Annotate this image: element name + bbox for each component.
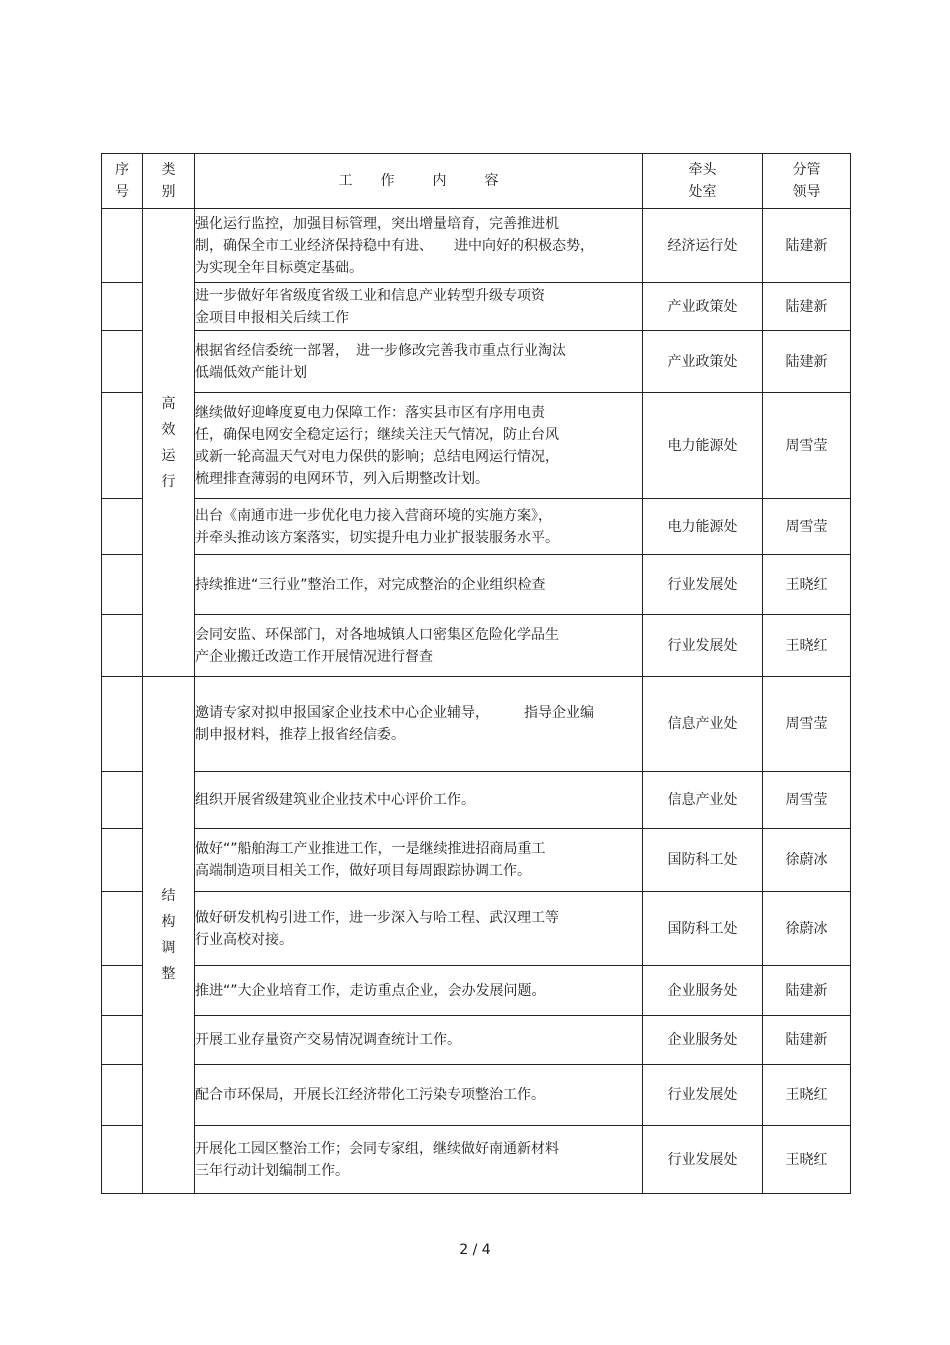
table-row — [102, 1016, 851, 1065]
leader-cell: 陆建新 — [763, 331, 851, 393]
leader-cell: 周雪莹 — [763, 677, 851, 772]
category-char: 运 — [161, 447, 176, 464]
work-content-line: 开展化工园区整治工作；会同专家组，继续做好南通新材料 — [195, 1140, 559, 1157]
lead-dept-cell: 信息产业处 — [643, 677, 763, 772]
work-content-line: 做好研发机构引进工作，进一步深入与哈工程、武汉理工等 — [195, 909, 559, 926]
table-row — [102, 1065, 851, 1126]
work-content-line: 推进“”大企业培育工作，走访重点企业，会办发展问题。 — [195, 982, 546, 999]
header-category-char: 类 — [161, 162, 176, 178]
seq-cell — [102, 393, 143, 499]
header-leader-line: 领导 — [792, 184, 821, 200]
seq-cell — [102, 209, 143, 283]
work-content-cell — [195, 499, 643, 555]
lead-dept-cell: 电力能源处 — [643, 393, 763, 499]
seq-cell — [102, 966, 143, 1016]
header-category — [143, 154, 195, 209]
category-char: 调 — [161, 940, 176, 956]
table-row — [102, 499, 851, 555]
work-content-cell — [195, 829, 643, 892]
leader-cell: 周雪莹 — [763, 393, 851, 499]
category-char: 结 — [161, 888, 176, 904]
lead-dept-cell: 产业政策处 — [643, 283, 763, 331]
header-content — [195, 154, 643, 209]
leader-cell: 陆建新 — [763, 209, 851, 283]
work-content-cell — [195, 1016, 643, 1065]
work-content-line: 或新一轮高温天气对电力保供的影响；总结电网运行情况， — [195, 448, 559, 465]
leader-cell: 陆建新 — [763, 283, 851, 331]
work-content-cell — [195, 283, 643, 331]
work-content-line: 组织开展省级建筑业企业技术中心评价工作。 — [195, 792, 475, 808]
table-header-row — [102, 154, 851, 209]
table-row — [102, 892, 851, 966]
table-row — [102, 555, 851, 615]
seq-cell — [102, 677, 143, 772]
leader-cell: 王晓红 — [763, 1126, 851, 1194]
lead-dept-cell: 信息产业处 — [643, 772, 763, 829]
header-lead-dept-line: 牵头 — [688, 162, 717, 178]
work-content-line: 会同安监、环保部门，对各地城镇人口密集区危险化学品生 — [195, 626, 559, 643]
header-content-char: 容 — [484, 173, 499, 189]
page-number: 2 / 4 — [459, 1242, 491, 1258]
work-content-cell — [195, 209, 643, 283]
header-seq — [102, 154, 143, 209]
work-content-line: 邀请专家对拟申报国家企业技术中心企业辅导， 指导企业编 — [195, 705, 594, 721]
table-row — [102, 393, 851, 499]
leader-cell: 徐蔚冰 — [763, 829, 851, 892]
work-content-line: 任，确保电网安全稳定运行；继续关注天气情况，防止台风 — [195, 426, 559, 443]
work-content-cell — [195, 1065, 643, 1126]
work-content-line: 继续做好迎峰度夏电力保障工作：落实县市区有序用电责 — [195, 404, 545, 421]
lead-dept-cell: 行业发展处 — [643, 1126, 763, 1194]
work-content-line: 强化运行监控，加强目标管理，突出增量培育，完善推进机 — [195, 215, 559, 232]
header-seq-char: 号 — [115, 184, 129, 200]
work-content-cell — [195, 393, 643, 499]
work-content-line: 梳理排查薄弱的电网环节，列入后期整改计划。 — [195, 470, 489, 487]
header-category-char: 别 — [161, 184, 176, 200]
leader-cell: 徐蔚冰 — [763, 892, 851, 966]
seq-cell — [102, 615, 143, 677]
work-content-line: 行业高校对接。 — [195, 931, 293, 948]
header-content-char: 工 — [338, 173, 353, 189]
leader-cell: 王晓红 — [763, 555, 851, 615]
category-char: 高 — [161, 395, 176, 412]
header-lead-dept-line: 处室 — [688, 184, 717, 200]
seq-cell — [102, 892, 143, 966]
seq-cell — [102, 331, 143, 393]
work-content-line: 为实现全年目标奠定基础。 — [195, 259, 363, 276]
seq-cell — [102, 1065, 143, 1126]
seq-cell — [102, 772, 143, 829]
lead-dept-cell: 国防科工处 — [643, 829, 763, 892]
work-content-cell — [195, 772, 643, 829]
work-content-line: 高端制造项目相关工作，做好项目每周跟踪协调工作。 — [195, 863, 531, 879]
leader-cell: 周雪莹 — [763, 499, 851, 555]
lead-dept-cell: 产业政策处 — [643, 331, 763, 393]
work-content-line: 制，确保全市工业经济保持稳中有进、 进中向好的积极态势， — [195, 237, 594, 254]
work-content-line: 制申报材料，推荐上报省经信委。 — [195, 727, 405, 743]
work-content-cell — [195, 331, 643, 393]
table-row — [102, 677, 851, 772]
category-char: 效 — [161, 421, 176, 438]
leader-cell: 王晓红 — [763, 1065, 851, 1126]
lead-dept-cell: 行业发展处 — [643, 615, 763, 677]
table-row — [102, 331, 851, 393]
work-content-line: 并牵头推动该方案落实，切实提升电力业扩报装服务水平。 — [195, 529, 559, 546]
work-content-cell — [195, 892, 643, 966]
work-content-line: 做好“”船舶海工产业推进工作，一是继续推进招商局重工 — [195, 841, 546, 857]
seq-cell — [102, 283, 143, 331]
lead-dept-cell: 企业服务处 — [643, 966, 763, 1016]
work-content-line: 配合市环保局，开展长江经济带化工污染专项整治工作。 — [195, 1087, 545, 1103]
seq-cell — [102, 1016, 143, 1065]
leader-cell: 周雪莹 — [763, 772, 851, 829]
header-content-char: 作 — [380, 173, 395, 189]
category-char: 行 — [161, 473, 176, 490]
leader-cell: 陆建新 — [763, 1016, 851, 1065]
lead-dept-cell: 经济运行处 — [643, 209, 763, 283]
table-row — [102, 615, 851, 677]
work-content-line: 根据省经信委统一部署， 进一步修改完善我市重点行业淘汰 — [195, 342, 566, 359]
seq-cell — [102, 1126, 143, 1194]
table-row — [102, 829, 851, 892]
seq-cell — [102, 555, 143, 615]
work-content-cell — [195, 615, 643, 677]
category-char: 整 — [161, 966, 176, 982]
category-char: 构 — [161, 914, 176, 930]
seq-cell — [102, 499, 143, 555]
work-content-cell — [195, 1126, 643, 1194]
header-content-char: 内 — [432, 173, 447, 189]
table-row — [102, 1126, 851, 1194]
table-row — [102, 209, 851, 283]
work-plan-table — [101, 153, 851, 1194]
work-content-line: 出台《南通市进一步优化电力接入营商环境的实施方案》， — [195, 507, 552, 524]
lead-dept-cell: 行业发展处 — [643, 555, 763, 615]
table-row — [102, 966, 851, 1016]
work-content-line: 进一步做好年省级度省级工业和信息产业转型升级专项资 — [195, 287, 545, 304]
lead-dept-cell: 国防科工处 — [643, 892, 763, 966]
seq-cell — [102, 829, 143, 892]
lead-dept-cell: 行业发展处 — [643, 1065, 763, 1126]
header-seq-char: 序 — [115, 162, 129, 178]
work-content-line: 产企业搬迁改造工作开展情况进行督查 — [195, 648, 433, 665]
work-content-cell — [195, 677, 643, 772]
work-content-line: 开展工业存量资产交易情况调查统计工作。 — [195, 1032, 461, 1048]
header-lead-dept — [643, 154, 763, 209]
table-row — [102, 283, 851, 331]
header-leader-line: 分管 — [792, 162, 821, 178]
work-content-line: 低端低效产能计划 — [195, 364, 307, 381]
lead-dept-cell: 电力能源处 — [643, 499, 763, 555]
category-cell — [143, 209, 195, 677]
work-content-cell — [195, 555, 643, 615]
leader-cell: 陆建新 — [763, 966, 851, 1016]
work-content-cell — [195, 966, 643, 1016]
category-cell — [143, 677, 195, 1194]
lead-dept-cell: 企业服务处 — [643, 1016, 763, 1065]
work-content-line: 三年行动计划编制工作。 — [195, 1162, 349, 1179]
leader-cell: 王晓红 — [763, 615, 851, 677]
work-content-line: 持续推进“三行业”整治工作，对完成整治的企业组织检查 — [195, 576, 546, 593]
work-content-line: 金项目申报相关后续工作 — [195, 309, 349, 326]
header-leader — [763, 154, 851, 209]
table-row — [102, 772, 851, 829]
